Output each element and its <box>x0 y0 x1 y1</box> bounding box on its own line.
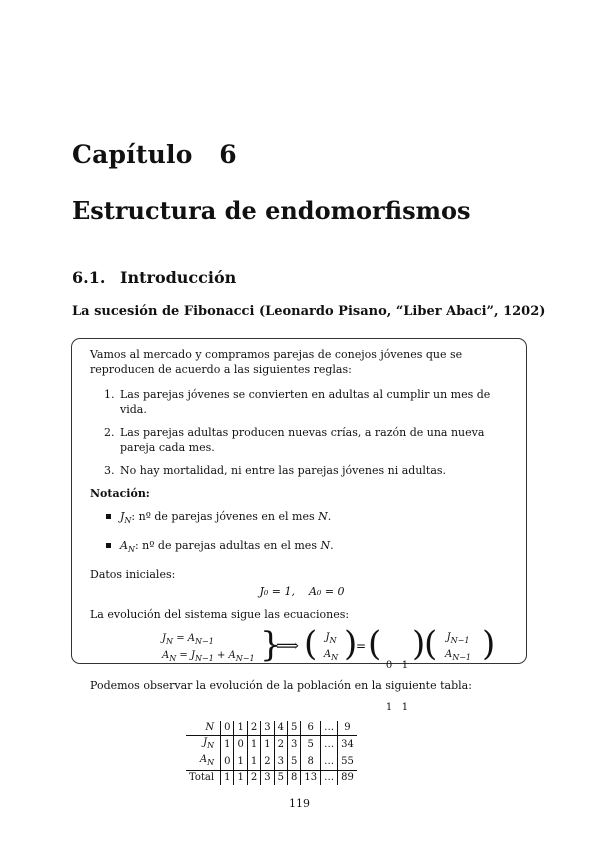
lhs-vector <box>316 631 346 665</box>
section-title: Introducción <box>120 268 237 287</box>
rule-number: 3. <box>104 464 115 477</box>
notation-text: : nº de parejas jóvenes en el mes <box>131 510 319 523</box>
chapter-title: Estructura de endomorfismos <box>72 196 471 225</box>
table-cell: 55 <box>341 755 354 767</box>
right-paren-icon: ) <box>344 624 358 665</box>
table-cell: 0 <box>221 753 234 771</box>
implies-arrow: ⟹ <box>276 636 299 656</box>
table-cell: 3 <box>261 721 274 736</box>
table-header-row <box>186 721 357 736</box>
table-cell: 1 <box>234 753 247 771</box>
rules-list <box>90 387 514 478</box>
rule-number: 2. <box>104 426 115 439</box>
matrix-row-2: 1 1 <box>385 702 409 714</box>
table-cell: 2 <box>247 721 260 736</box>
table-cell: 9 <box>338 721 357 736</box>
equation-2: $A_N = J_{N-1} + A_{N-1}$ <box>162 650 255 664</box>
notation-subscript: N <box>127 545 135 555</box>
table-cell: 5 <box>274 771 287 786</box>
left-paren-icon: ( <box>368 624 382 665</box>
table-cell: 1 <box>247 736 260 754</box>
table-cell: … <box>321 736 338 754</box>
table-cell: … <box>321 771 338 786</box>
rule-number: 1. <box>104 388 115 401</box>
page-number: 119 <box>289 797 310 810</box>
box-intro: Vamos al mercado y compramos parejas de conejos jóvenes que se reproducen de acuerdo a las siguientes reglas: <box>90 348 463 376</box>
equation-1: $J_N = A_{N-1}$ <box>162 633 214 647</box>
matrix-row-1: 0 1 <box>385 660 409 672</box>
table-cell: 8 <box>287 771 300 786</box>
system-equations <box>162 632 255 666</box>
table-cell: 6 <box>301 721 321 736</box>
subsection-title: La sucesión de Fibonacci (Leonardo Pisano, “Liber Abaci”, 1202) <box>72 304 546 319</box>
notation-symbol: J <box>120 510 125 523</box>
table-cell: 89 <box>338 771 357 786</box>
rhs-top: $J_{N-1}$ <box>446 632 470 646</box>
table-cell: 0 <box>234 736 247 754</box>
table-total-row <box>186 771 357 786</box>
table-row <box>186 736 357 754</box>
rule-text: No hay mortalidad, ni entre las parejas jóvenes ni adultas. <box>120 464 447 477</box>
table-cell: 2 <box>274 736 287 754</box>
notation-var: N <box>318 510 328 523</box>
table-cell: … <box>321 721 338 736</box>
table-cell: 2 <box>261 753 274 771</box>
bullet-square-icon <box>106 543 111 548</box>
bullet-square-icon <box>106 514 111 519</box>
equals-sign: = <box>356 639 367 654</box>
table-cell: 3 <box>274 753 287 771</box>
notation-heading: Notación: <box>90 487 150 500</box>
right-brace-icon: } <box>260 625 282 666</box>
table-cell: 3 <box>287 736 300 754</box>
table-cell: 2 <box>247 771 260 786</box>
table-cell: 1 <box>234 771 247 786</box>
table-cell: 5 <box>301 736 321 754</box>
table-cell: 0 <box>221 721 234 736</box>
notation-var: N <box>320 539 331 553</box>
rule-item <box>90 425 514 455</box>
rule-text: Las parejas jóvenes se convierten en adultas al cumplir un mes de vida. <box>120 388 491 416</box>
table-cell: 8 <box>301 753 321 771</box>
observe-text: Podemos observar la evolución de la población en la siguiente tabla: <box>90 679 472 692</box>
right-paren-icon: ) <box>482 624 496 665</box>
notation-item <box>90 509 514 528</box>
chapter-label: Capítulo 6 <box>72 140 237 169</box>
rule-item <box>90 463 514 478</box>
initial-data-label: Datos iniciales: <box>90 568 176 582</box>
table-cell: 13 <box>301 771 321 786</box>
population-table <box>186 721 357 785</box>
table-cell: 1 <box>221 736 234 754</box>
notation-end: . <box>330 539 334 553</box>
table-cell: Total <box>186 771 221 786</box>
rule-item <box>90 387 514 417</box>
table-cell: N <box>186 721 221 736</box>
table-cell: 1 <box>247 753 260 771</box>
table-cell: 34 <box>341 738 354 750</box>
table-cell: $J_N$ <box>186 736 221 754</box>
notation-symbol: A <box>120 539 128 553</box>
table-cell: … <box>321 753 338 771</box>
left-paren-icon: ( <box>424 624 438 665</box>
table-cell: 5 <box>287 721 300 736</box>
table-cell: 1 <box>234 721 247 736</box>
table-cell: $A_N$ <box>186 753 221 771</box>
rhs-bottom: $A_{N-1}$ <box>444 649 472 663</box>
notation-text: : nº de parejas adultas en el mes <box>134 539 321 553</box>
table-cell: 4 <box>274 721 287 736</box>
notation-item <box>90 538 514 557</box>
section-number: 6.1. <box>72 268 106 287</box>
initial-equation: J₀ = 1, A₀ = 0 <box>259 585 345 599</box>
notation-list <box>90 509 514 557</box>
right-paren-icon: ) <box>412 624 426 665</box>
section-heading <box>72 268 236 287</box>
left-paren-icon: ( <box>304 624 318 665</box>
rhs-vector <box>434 631 482 665</box>
rule-text: Las parejas adultas producen nuevas crías, a razón de una nueva pareja cada mes. <box>120 426 485 454</box>
table-row <box>186 753 357 771</box>
lhs-top: $J_N$ <box>325 632 337 646</box>
table-cell: 1 <box>261 736 274 754</box>
evolution-label: La evolución del sistema sigue las ecuaciones: <box>90 608 350 622</box>
notation-end: . <box>327 510 332 523</box>
table-cell: 5 <box>287 753 300 771</box>
table-cell: 3 <box>261 771 274 786</box>
lhs-bottom: $A_N$ <box>323 649 339 663</box>
table-cell: 1 <box>221 771 234 786</box>
notation-subscript: N <box>124 516 132 526</box>
